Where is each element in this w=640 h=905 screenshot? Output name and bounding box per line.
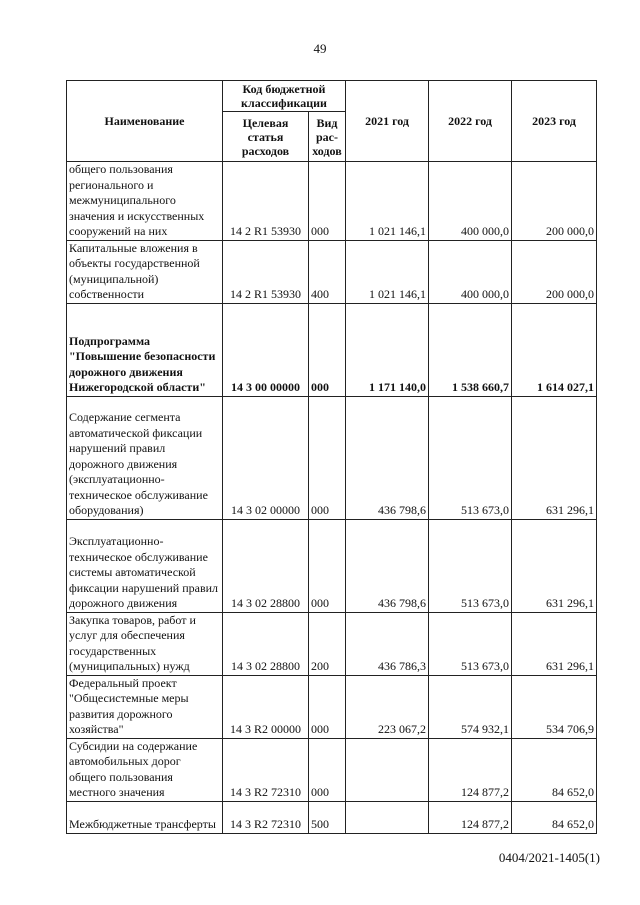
row-name: Закупка товаров, работ и услуг для обеспечения государственных (муниципальных) нужд bbox=[67, 612, 223, 675]
table-row bbox=[67, 612, 597, 675]
header-target-article: Целевая статья расходов bbox=[223, 112, 309, 162]
table-row bbox=[67, 240, 597, 303]
row-2023: 631 296,1 bbox=[512, 519, 597, 612]
row-2021 bbox=[346, 738, 429, 801]
row-name: Капитальные вложения в объекты государственной (муниципальной) собственности bbox=[67, 240, 223, 303]
row-2022: 513 673,0 bbox=[429, 612, 512, 675]
row-2023: 84 652,0 bbox=[512, 801, 597, 833]
row-2021: 1 171 140,0 bbox=[346, 303, 429, 396]
page-number: 49 bbox=[313, 41, 327, 56]
row-code: 14 3 R2 72310 bbox=[223, 738, 309, 801]
row-code: 14 2 R1 53930 bbox=[223, 162, 309, 241]
row-2021: 223 067,2 bbox=[346, 675, 429, 738]
row-code: 14 2 R1 53930 bbox=[223, 240, 309, 303]
table-row bbox=[67, 801, 597, 833]
table-row bbox=[67, 738, 597, 801]
row-2021: 436 786,3 bbox=[346, 612, 429, 675]
row-2022: 124 877,2 bbox=[429, 801, 512, 833]
row-vid: 000 bbox=[309, 162, 346, 241]
row-vid: 000 bbox=[309, 396, 346, 519]
row-name: Подпрограмма "Повышение безопасности дорожного движения Нижегородской области" bbox=[67, 303, 223, 396]
row-vid: 000 bbox=[309, 738, 346, 801]
row-name: Субсидии на содержание автомобильных дорог общего пользования местного значения bbox=[67, 738, 223, 801]
row-2023: 631 296,1 bbox=[512, 612, 597, 675]
row-2022: 400 000,0 bbox=[429, 240, 512, 303]
row-vid: 400 bbox=[309, 240, 346, 303]
row-code: 14 3 02 28800 bbox=[223, 612, 309, 675]
header-year-2022: 2022 год bbox=[429, 81, 512, 162]
table-row bbox=[67, 675, 597, 738]
row-2021: 436 798,6 bbox=[346, 396, 429, 519]
row-2022: 1 538 660,7 bbox=[429, 303, 512, 396]
row-2022: 513 673,0 bbox=[429, 519, 512, 612]
row-2023: 534 706,9 bbox=[512, 675, 597, 738]
header-year-2023: 2023 год bbox=[512, 81, 597, 162]
budget-table bbox=[66, 80, 597, 834]
header-expense-type: Вид рас-ходов bbox=[309, 112, 346, 162]
row-2023: 631 296,1 bbox=[512, 396, 597, 519]
table-row bbox=[67, 303, 597, 396]
row-vid: 000 bbox=[309, 675, 346, 738]
row-vid: 000 bbox=[309, 519, 346, 612]
row-2022: 513 673,0 bbox=[429, 396, 512, 519]
row-code: 14 3 02 00000 bbox=[223, 396, 309, 519]
row-2021: 436 798,6 bbox=[346, 519, 429, 612]
header-year-2021: 2021 год bbox=[346, 81, 429, 162]
row-name: Межбюджетные трансферты bbox=[67, 801, 223, 833]
document-code: 0404/2021-1405(1) bbox=[498, 850, 600, 865]
header-code-group: Код бюджетной классификации bbox=[223, 81, 346, 112]
row-2023: 1 614 027,1 bbox=[512, 303, 597, 396]
row-vid: 200 bbox=[309, 612, 346, 675]
row-code: 14 3 R2 72310 bbox=[223, 801, 309, 833]
row-vid: 000 bbox=[309, 303, 346, 396]
row-name: Эксплуатационно-техническое обслуживание системы автоматической фиксации нарушений правил дорожного движения bbox=[67, 519, 223, 612]
row-2023: 200 000,0 bbox=[512, 240, 597, 303]
row-code: 14 3 R2 00000 bbox=[223, 675, 309, 738]
row-2021 bbox=[346, 801, 429, 833]
row-2022: 574 932,1 bbox=[429, 675, 512, 738]
table-row bbox=[67, 162, 597, 241]
row-name: Содержание сегмента автоматической фиксации нарушений правил дорожного движения (эксплуатационно-техническое обслуживание оборудования) bbox=[67, 396, 223, 519]
row-code: 14 3 00 00000 bbox=[223, 303, 309, 396]
row-name: Федеральный проект "Общесистемные меры развития дорожного хозяйства" bbox=[67, 675, 223, 738]
row-2021: 1 021 146,1 bbox=[346, 240, 429, 303]
row-2022: 124 877,2 bbox=[429, 738, 512, 801]
row-2022: 400 000,0 bbox=[429, 162, 512, 241]
row-2021: 1 021 146,1 bbox=[346, 162, 429, 241]
table-row bbox=[67, 396, 597, 519]
row-2023: 84 652,0 bbox=[512, 738, 597, 801]
row-name: общего пользования регионального и межмуниципального значения и искусственных сооружений на них bbox=[67, 162, 223, 241]
table-row bbox=[67, 519, 597, 612]
row-2023: 200 000,0 bbox=[512, 162, 597, 241]
row-code: 14 3 02 28800 bbox=[223, 519, 309, 612]
header-name: Наименование bbox=[67, 81, 223, 162]
row-vid: 500 bbox=[309, 801, 346, 833]
